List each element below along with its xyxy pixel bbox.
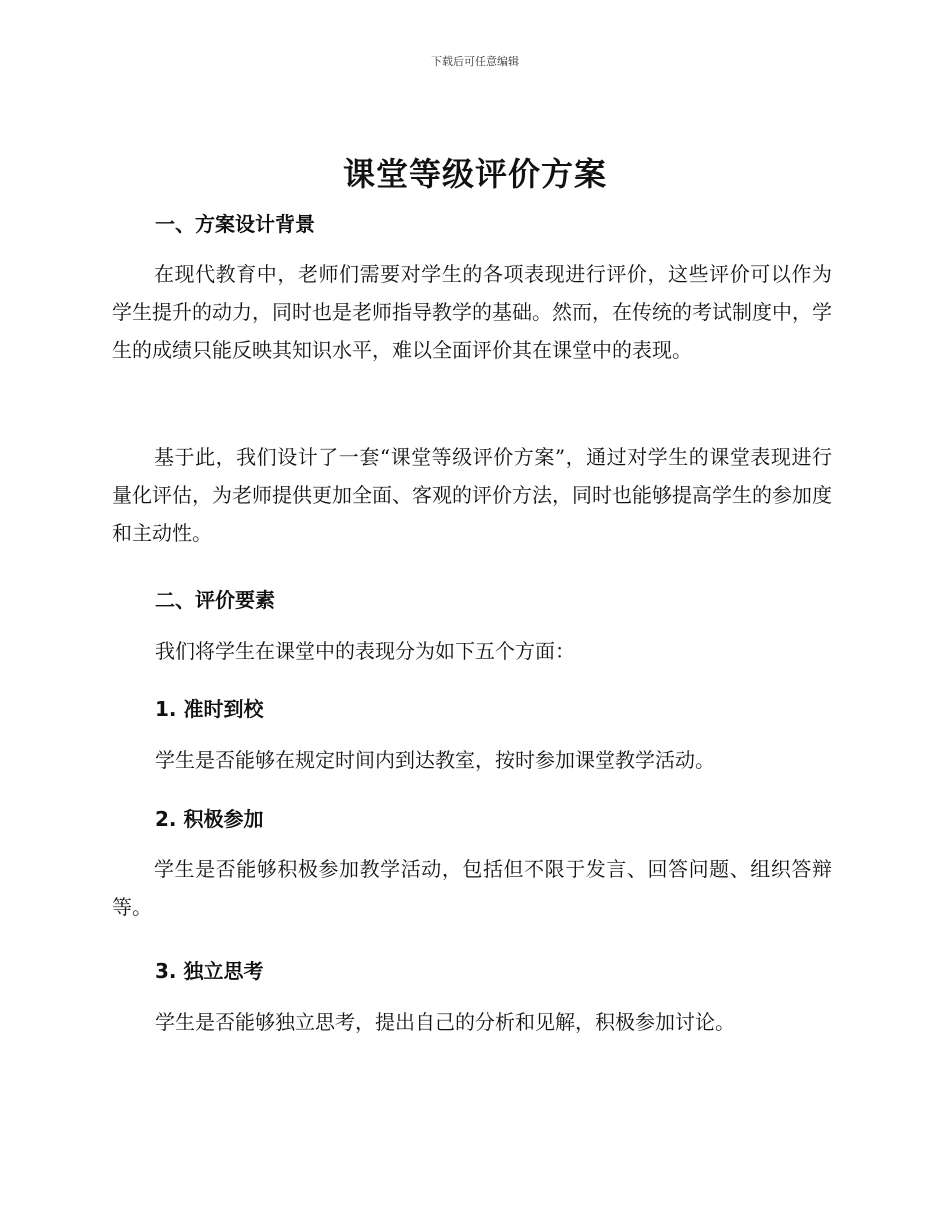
- header-note: 下载后可任意编辑: [431, 55, 519, 68]
- item-desc-participation: 学生是否能够积极参加教学活动，包括但不限于发言、回答问题、组织答辩等。: [112, 857, 832, 919]
- document-title: 课堂等级评价方案: [342, 155, 607, 193]
- background-paragraph-1: 在现代教育中，老师们需要对学生的各项表现进行评价，这些评价可以作为学生提升的动力，同时也是老师指导教学的基础。然而，在传统的考试制度中，学生的成绩只能反映其知识水平，难以全面评价其在课堂中的表现。: [112, 262, 832, 362]
- item-desc-punctuality: 学生是否能够在规定时间内到达教室，按时参加课堂教学活动。: [155, 748, 715, 772]
- item-title-participation: 2. 积极参加: [155, 807, 264, 831]
- item-title-independent-thinking: 3. 独立思考: [155, 959, 264, 983]
- item-desc-independent-thinking: 学生是否能够独立思考，提出自己的分析和见解，积极参加讨论。: [155, 1010, 735, 1034]
- background-paragraph-2: 基于此，我们设计了一套“课堂等级评价方案”，通过对学生的课堂表现进行量化评估，为老师提供更加全面、客观的评价方法，同时也能够提高学生的参加度和主动性。: [112, 445, 832, 545]
- section-heading-background: 一、方案设计背景: [155, 212, 315, 236]
- section-heading-elements: 二、评价要素: [155, 588, 275, 612]
- item-title-punctuality: 1. 准时到校: [155, 697, 264, 721]
- elements-intro: 我们将学生在课堂中的表现分为如下五个方面：: [155, 639, 575, 663]
